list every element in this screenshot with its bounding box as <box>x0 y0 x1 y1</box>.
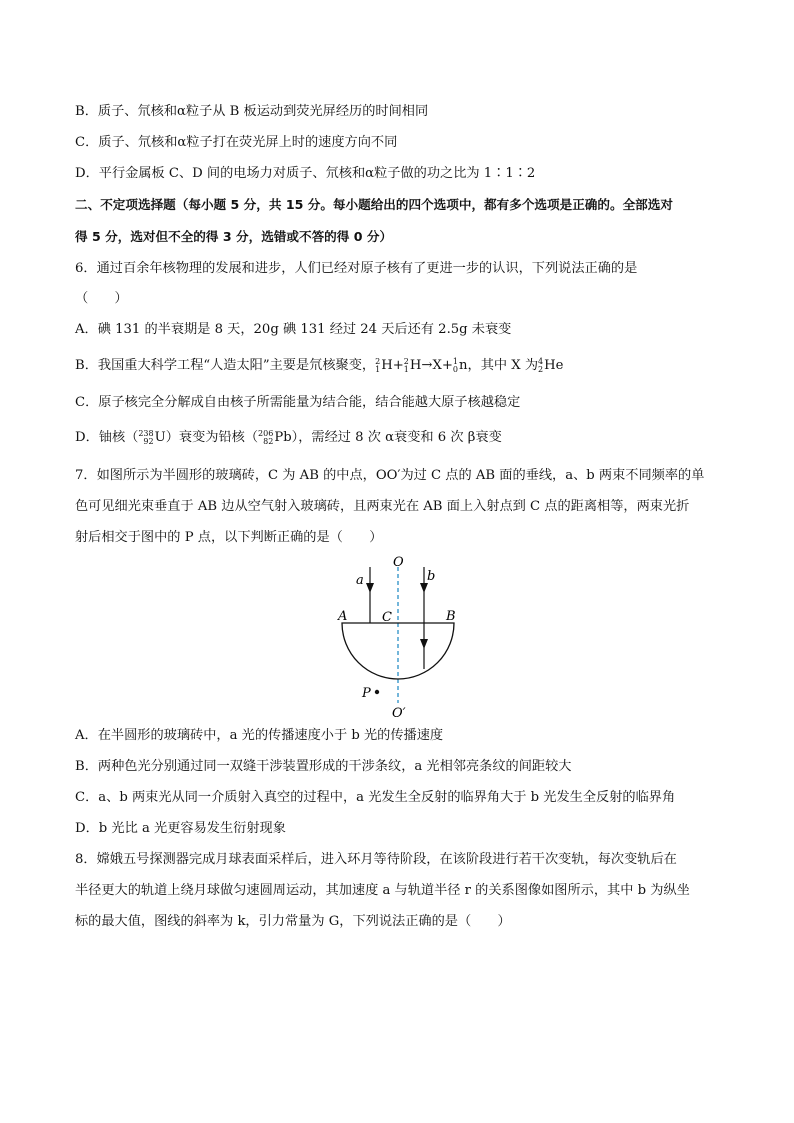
semicircle-glass-figure <box>330 553 470 723</box>
section2-heading-line2: 得 5 分，选对但不全的得 3 分，选错或不答的得 0 分） <box>75 229 393 244</box>
q7-option-b: B．两种色光分别通过同一双缝干涉装置形成的干涉条纹，a 光相邻亮条纹的间距较大 <box>75 759 572 774</box>
q7-option-c: C．a、b 两束光从同一介质射入真空的过程中，a 光发生全反射的临界角大于 b 光发生全反射的临界角 <box>75 790 676 805</box>
label-b: b <box>427 569 436 584</box>
q5-option-b: B．质子、氘核和α粒子从 B 板运动到荧光屏经历的时间相同 <box>75 104 429 119</box>
label-a: a <box>356 573 364 588</box>
q8-stem-line1: 8．嫦娥五号探测器完成月球表面采样后，进入环月等待阶段，在该阶段进行若干次变轨，每次变轨后在 <box>75 852 677 867</box>
ray-a-arrow-icon <box>366 583 374 593</box>
nuclide-deuterium: 2 1 H <box>403 356 422 374</box>
ray-b-arrow-icon <box>420 583 428 593</box>
nuclide-helium: 4 2 He <box>538 356 564 374</box>
label-point-a: A <box>338 609 348 624</box>
point-p <box>375 690 379 694</box>
q7-stem-line2: 色可见细光束垂直于 AB 边从空气射入玻璃砖，且两束光在 AB 面上入射点到 C 点的距离相等，两束光折 <box>75 499 690 514</box>
q7-option-d: D．b 光比 a 光更容易发生衍射现象 <box>75 821 286 836</box>
section2-heading-line1: 二、不定项选择题（每小题 5 分，共 15 分。每小题给出的四个选项中，都有多个选项是正确的。全部选对 <box>75 197 673 212</box>
q6-stem: 6．通过百余年核物理的发展和进步，人们已经对原子核有了更进一步的认识，下列说法正确的是 <box>75 261 638 276</box>
label-point-b: B <box>446 609 456 624</box>
q6-option-b-text: B．我国重大科学工程“人造太阳”主要是氘核聚变， <box>75 358 376 373</box>
q6-option-a: A．碘 131 的半衰期是 8 天，20g 碘 131 经过 24 天后还有 2.5g 未衰变 <box>75 322 512 337</box>
q7-stem-line1: 7．如图所示为半圆形的玻璃砖，C 为 AB 的中点，OO′为过 C 点的 AB 面的垂线，a、b 两束不同频率的单 <box>75 468 705 483</box>
label-point-p: P <box>362 686 371 701</box>
ray-b-inner-arrow-icon <box>420 639 428 649</box>
label-o-prime: O′ <box>392 706 406 721</box>
label-o: O <box>393 555 404 570</box>
nuclide-uranium: 238 92 U <box>138 428 166 446</box>
nuclide-deuterium: 2 1 H <box>375 356 393 374</box>
q8-stem-line2: 半径更大的轨道上绕月球做匀速圆周运动，其加速度 a 与轨道半径 r 的关系图像如图所示，其中 b 为纵坐 <box>75 883 690 898</box>
q6-answer-paren: （ ） <box>75 291 128 306</box>
q6-option-b: B．我国重大科学工程“人造太阳”主要是氘核聚变， 2 1 H+ 2 1 H→X+ 1 0 n，其中 X 为 4 2 He <box>75 356 564 374</box>
nuclide-neutron: 1 0 n <box>452 356 468 374</box>
label-point-c: C <box>382 610 392 625</box>
q8-stem-line3: 标的最大值，图线的斜率为 k，引力常量为 G，下列说法正确的是（ ） <box>75 914 511 929</box>
q5-option-c: C．质子、氘核和α粒子打在荧光屏上时的速度方向不同 <box>75 135 398 150</box>
q7-stem-line3: 射后相交于图中的 P 点，以下判断正确的是（ ） <box>75 530 383 545</box>
q7-option-a: A．在半圆形的玻璃砖中，a 光的传播速度小于 b 光的传播速度 <box>75 728 444 743</box>
q5-option-d: D．平行金属板 C、D 间的电场力对质子、氘核和α粒子做的功之比为 1∶1∶2 <box>75 166 536 181</box>
q6-option-c: C．原子核完全分解成自由核子所需能量为结合能，结合能越大原子核越稳定 <box>75 395 521 410</box>
q6-option-d: D．铀核（ 238 92 U）衰变为铅核（ 206 82 Pb），需经过 8 次 α衰变和 6 次 β衰变 <box>75 428 502 446</box>
nuclide-lead: 206 82 Pb <box>258 428 292 446</box>
